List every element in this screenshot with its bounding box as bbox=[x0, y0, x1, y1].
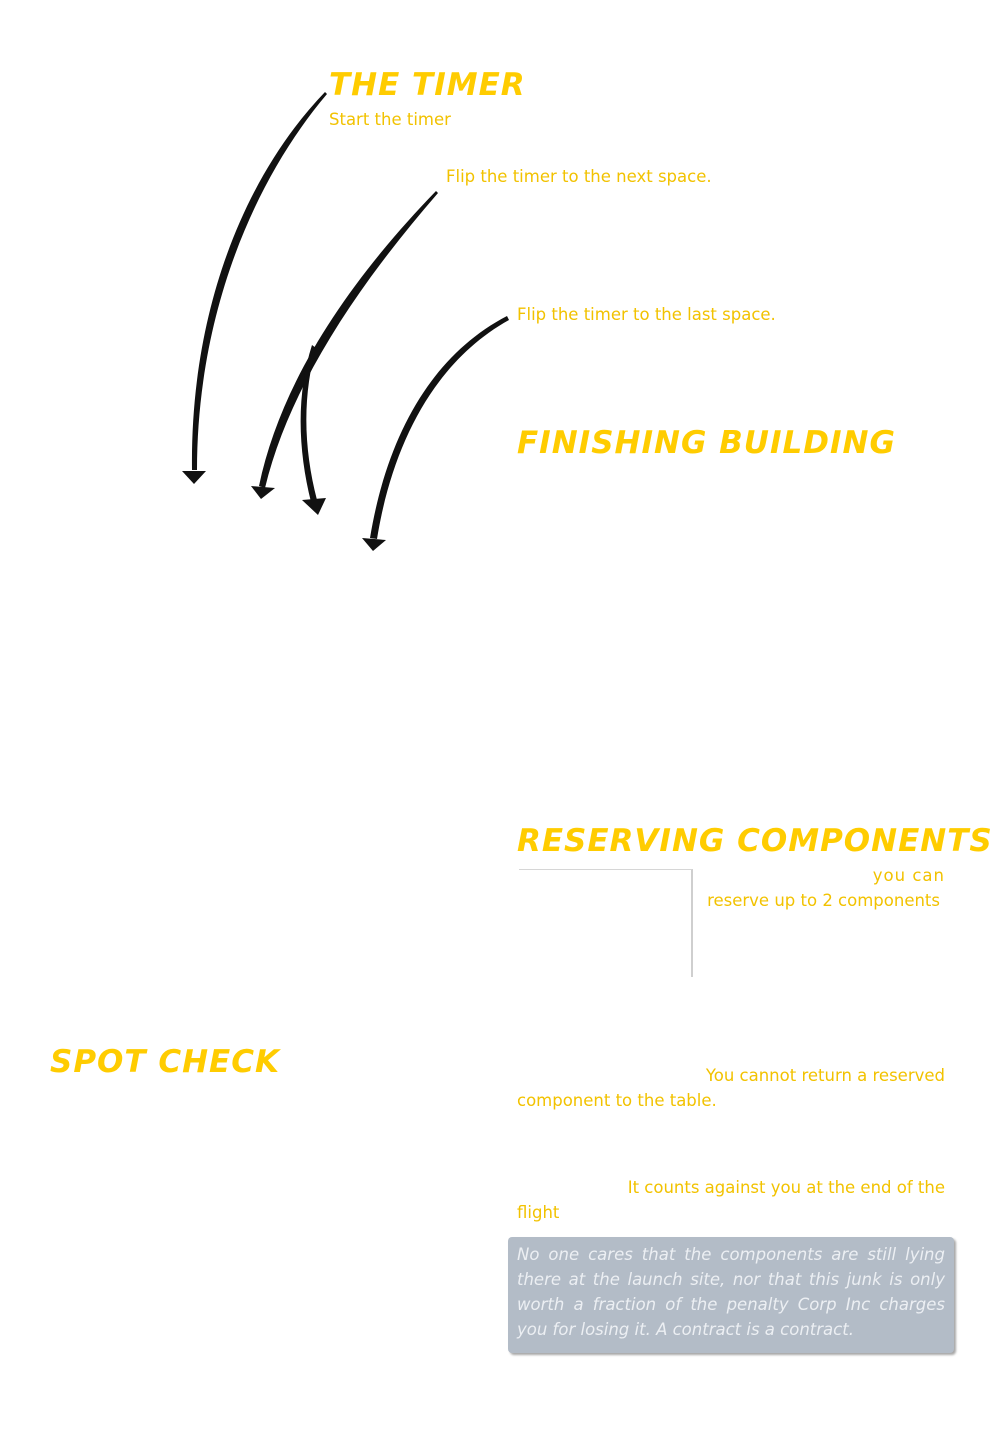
reserving-components-heading: RESERVING COMPONENTS bbox=[517, 823, 993, 859]
flip-next-text: Flip the timer to the next space. bbox=[446, 167, 712, 186]
reserve-text-line2: reserve up to 2 components bbox=[707, 891, 940, 910]
reserve-text-line1: you can bbox=[872, 866, 945, 885]
component-area-divider bbox=[519, 869, 693, 977]
arrow-flip-last bbox=[362, 316, 509, 551]
timer-heading: THE TIMER bbox=[329, 67, 526, 103]
counts-against-text-line1: It counts against you at the end of the bbox=[627, 1178, 945, 1197]
counts-against-text-line2: flight bbox=[517, 1203, 560, 1222]
arrow-flip-next bbox=[251, 191, 438, 499]
spot-check-heading: SPOT CHECK bbox=[50, 1044, 280, 1080]
no-return-text-line2: component to the table. bbox=[517, 1091, 717, 1110]
flavor-text-box bbox=[508, 1237, 954, 1353]
flip-last-text: Flip the timer to the last space. bbox=[517, 305, 776, 324]
start-timer-text: Start the timer bbox=[329, 110, 451, 129]
finishing-building-heading: FINISHING BUILDING bbox=[517, 425, 896, 461]
no-return-text-line1: You cannot return a reserved bbox=[705, 1066, 945, 1085]
flavor-text: No one cares that the components are still lying there at the launch site, nor that this junk is only worth a fraction of the penalty Corp Inc charges you for losing it. A contract is a contract. bbox=[517, 1245, 945, 1339]
